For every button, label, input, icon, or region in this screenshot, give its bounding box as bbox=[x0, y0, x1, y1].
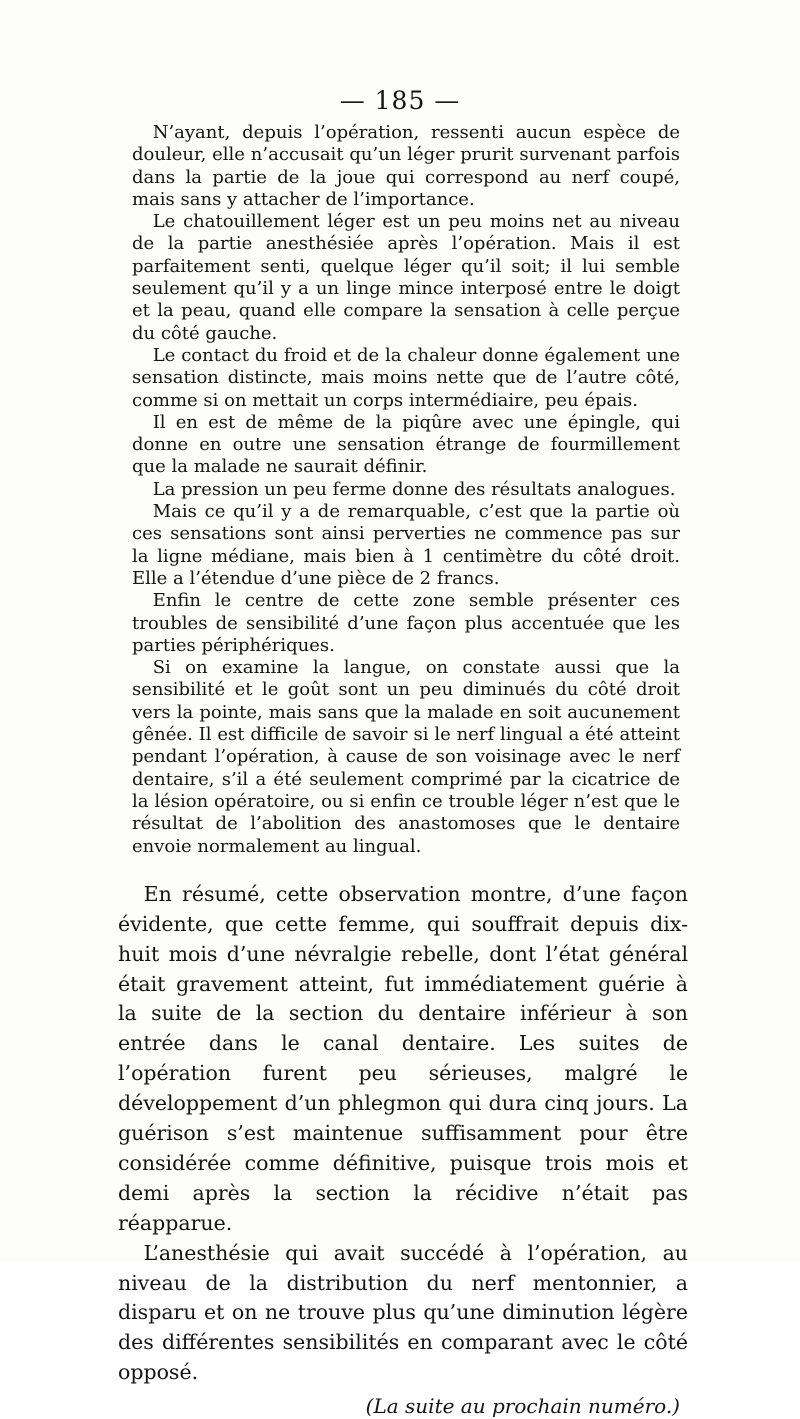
paragraph-tickling: Le chatouillement léger est un peu moins net au niveau de la partie anesthésiée après l’opération. Mais il est parfaitement senti, quelque léger qu’il soit; il lui semble seulement qu’il y a un linge mince interposé entre le doigt et la peau, quand elle compare la sensation à celle perçue du côté gauche. bbox=[132, 211, 680, 344]
paragraph-summary: En résumé, cette observation montre, d’une façon évidente, que cette femme, qui souffrait depuis dix-huit mois d’une névralgie rebelle, dont l’état général était gravement atteint, fut immédiatement guérie à la suite de la section du dentaire inférieur à son entrée dans le canal dentaire. Les suites de l’opération furent peu sérieuses, malgré le développement d’un phlegmon qui dura cinq jours. La guérison s’est maintenue suffisamment pour être considérée comme définitive, puisque trois mois et demi après la section la récidive n’était pas réapparue. bbox=[118, 881, 688, 1235]
paragraph-pressure: La pression un peu ferme donne des résultats analogues. bbox=[152, 478, 676, 500]
paragraph-zone-center: Enfin le centre de cette zone semble présenter ces troubles de sensibilité d’une façon plus accentuée que les parties périphériques. bbox=[132, 590, 680, 656]
paragraph-pruritus: N’ayant, depuis l’opération, ressenti aucun espèce de douleur, elle n’accusait qu’un léger prurit survenant parfois dans la partie de la joue qui correspond au nerf coupé, mais sans y attacher de l’importance. bbox=[132, 122, 680, 210]
observation-details bbox=[132, 122, 680, 858]
paragraph-tongue: Si on examine la langue, on constate aussi que la sensibilité et le goût sont un peu diminués du côté droit vers la pointe, mais sans que la malade en soit aucunement gênée. Il est difficile de savoir si le nerf lingual a été atteint pendant l’opération, à cause de son voisinage avec le nerf dentaire, s’il a été seulement comprimé par la cicatrice de la lésion opératoire, ou si enfin ce trouble léger n’est que le résultat de l’abolition des anastomoses que le dentaire envoie normalement au lingual. bbox=[132, 657, 680, 857]
summary-section bbox=[118, 880, 688, 1419]
paragraph-pinprick: Il en est de même de la piqûre avec une épingle, qui donne en outre une sensation étrange de fourmillement que la malade ne saurait définir. bbox=[132, 411, 680, 478]
continued-note: (La suite au prochain numéro.) bbox=[365, 1394, 680, 1419]
page-number: — 185 — bbox=[339, 86, 461, 115]
text-column bbox=[118, 122, 688, 1419]
paragraph-temperature: Le contact du froid et de la chaleur donne également une sensation distincte, mais moins nette que de l’autre côté, comme si on mettait un corps intermédiaire, peu épais. bbox=[132, 344, 680, 411]
paragraph-zone-location: Mais ce qu’il y a de remarquable, c’est que la partie où ces sensations sont ainsi perverties ne commence pas sur la ligne médiane, mais bien à 1 centimètre du côté droit. Elle a l’étendue d’une pièce de 2 francs. bbox=[132, 501, 680, 589]
paragraph-anesthesia: L’anesthésie qui avait succédé à l’opération, au niveau de la distribution du nerf mentonnier, a disparu et on ne trouve plus qu’une diminution légère des différentes sensibilités en comparant avec le côté opposé. bbox=[118, 1240, 688, 1385]
